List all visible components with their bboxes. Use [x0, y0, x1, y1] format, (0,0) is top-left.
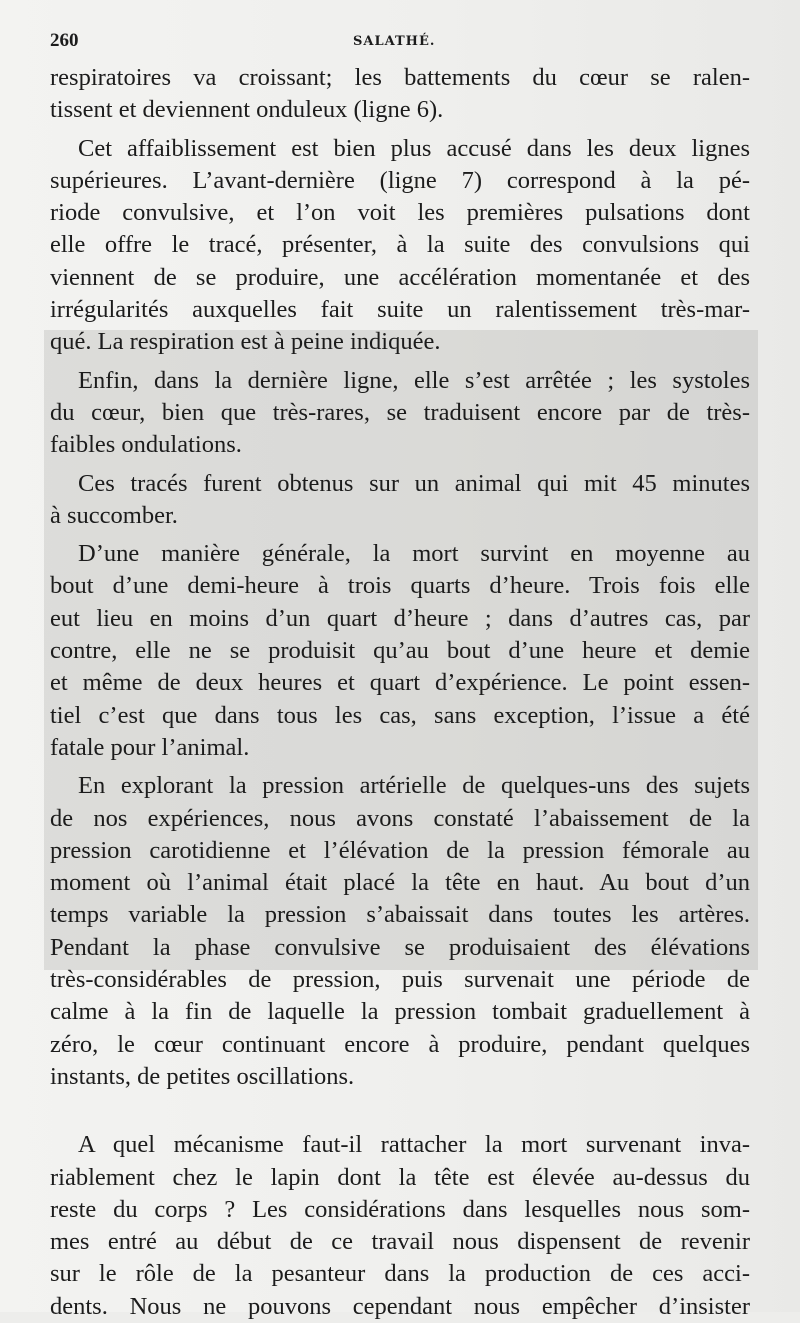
text-line: Pendant la phase convulsive se produisaient des élévations — [50, 933, 750, 961]
text-line: D’une manière générale, la mort survint en moyenne au — [78, 540, 750, 568]
text-line: mes entré au début de ce travail nous dispensent de revenir — [50, 1228, 750, 1256]
text-line: bout d’une demi-heure à trois quarts d’heure. Trois fois elle — [50, 572, 750, 600]
paragraph-1 — [50, 62, 750, 127]
text-line: moment où l’animal était placé la tête en haut. Au bout d’un — [50, 869, 750, 897]
text-line: très-considérables de pression, puis survenait une période de — [50, 966, 750, 994]
text-line: fatale pour l’animal. — [50, 733, 250, 761]
text-line: du cœur, bien que très-rares, se traduisent encore par de très- — [50, 398, 750, 426]
text-line: Enfin, dans la dernière ligne, elle s’est arrêtée ; les systoles — [78, 366, 750, 394]
paragraph-4 — [50, 468, 750, 533]
text-line: de nos expériences, nous avons constaté l’abaissement de la — [50, 804, 750, 832]
text-line: Ces tracés furent obtenus sur un animal qui mit 45 minutes — [78, 469, 750, 497]
text-line: respiratoires va croissant; les battements du cœur se ralen- — [50, 64, 750, 91]
text-line: instants, de petites oscillations. — [50, 1062, 355, 1090]
text-line: faibles ondulations. — [50, 431, 242, 459]
text-line: tiel c’est que dans tous les cas, sans exception, l’issue a été — [50, 701, 750, 729]
text-line: contre, elle ne se produisit qu’au bout d’une heure et demie — [50, 637, 750, 665]
text-line: supérieures. L’avant-dernière (ligne 7) correspond à la pé- — [50, 166, 750, 194]
text-line: A quel mécanisme faut-il rattacher la mort survenant inva- — [78, 1131, 750, 1159]
text-line: reste du corps ? Les considérations dans lesquelles nous som- — [50, 1195, 750, 1223]
text-line: Cet affaiblissement est bien plus accusé dans les deux lignes — [78, 134, 750, 162]
text-line: riode convulsive, et l’on voit les premières pulsations dont — [50, 199, 750, 227]
text-line: eut lieu en moins d’un quart d’heure ; dans d’autres cas, par — [50, 604, 750, 632]
text-line: qué. La respiration est à peine indiquée. — [50, 328, 441, 356]
paragraph-5 — [50, 538, 750, 764]
text-line: tissent et deviennent onduleux (ligne 6). — [50, 96, 444, 124]
text-line: zéro, le cœur continuant encore à produire, pendant quelques — [50, 1030, 750, 1058]
text-line: calme à la fin de laquelle la pression tombait graduellement à — [50, 998, 750, 1026]
page-number: 260 — [50, 30, 79, 51]
text-line: dents. Nous ne pouvons cependant nous empêcher d’insister — [50, 1292, 750, 1320]
text-line: En explorant la pression artérielle de quelques-uns des sujets — [78, 772, 750, 800]
text-line: viennent de se produire, une accélération momentanée et des — [50, 263, 750, 291]
text-line: elle offre le tracé, présenter, à la suite des convulsions qui — [50, 231, 750, 259]
text-line: à succomber. — [50, 501, 178, 529]
page-header — [0, 26, 800, 54]
paragraph-7 — [50, 1129, 750, 1323]
text-line: pression carotidienne et l’élévation de la pression fémorale au — [50, 836, 750, 864]
paragraph-2 — [50, 133, 750, 359]
text-line: temps variable la pression s’abaissait dans toutes les artères. — [50, 901, 750, 929]
text-line: riablement chez le lapin dont la tête est élevée au-dessus du — [50, 1163, 750, 1191]
paragraph-3 — [50, 365, 750, 462]
body-text — [50, 62, 750, 1323]
text-line: irrégularités auxquelles fait suite un ralentissement très-mar- — [50, 296, 750, 324]
text-line: et même de deux heures et quart d’expérience. Le point essen- — [50, 669, 750, 697]
text-line: sur le rôle de la pesanteur dans la production de ces acci- — [50, 1260, 750, 1288]
running-head: SALATHÉ. — [353, 34, 436, 49]
paragraph-6 — [50, 770, 750, 1093]
